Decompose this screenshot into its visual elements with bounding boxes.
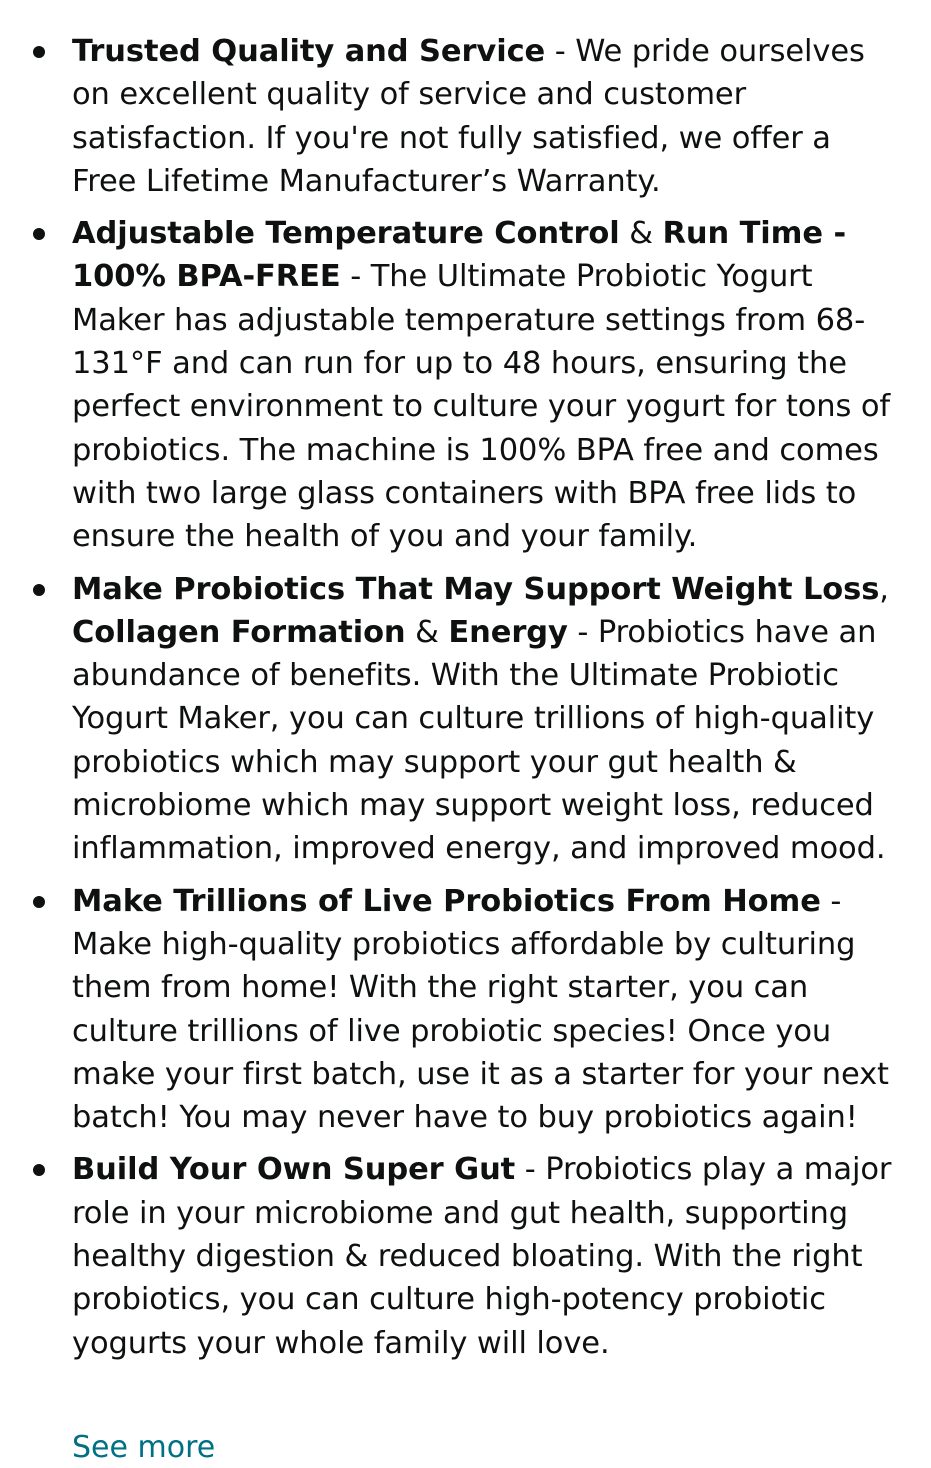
see-more-link[interactable]: See more (72, 1430, 216, 1465)
feature-description: - Probiotics have an abundance of benefits. With the Ultimate Probiotic Yogurt Maker, you can culture trillions of high-quality probiotics which may support your gut health & microbiome which may support weight loss, reduced inflammation, improved energy, and improved mood. (72, 614, 886, 867)
bullet-icon (33, 896, 45, 908)
feature-bullet-super-gut (0, 1148, 931, 1364)
feature-title: Build Your Own Super Gut (72, 1152, 516, 1188)
feature-title-continued: Run Time - 100% BPA-FREE (72, 216, 847, 295)
feature-bullet-weight-loss (0, 568, 931, 871)
bullet-icon (33, 584, 45, 596)
feature-description: - Probiotics play a major role in your microbiome and gut health, supporting healthy digestion & reduced bloating. With the right probiotics, you can culture high-potency probiotic yogurts your whole family will love. (72, 1152, 892, 1361)
feature-title: Make Probiotics That May Support Weight Loss (72, 571, 880, 607)
feature-title: Adjustable Temperature Control (72, 216, 620, 252)
feature-title-continued: Energy (448, 614, 568, 650)
feature-bullet-live-probiotics (0, 880, 931, 1140)
feature-title: Make Trillions of Live Probiotics From Home (72, 883, 821, 919)
feature-description: - Make high-quality probiotics affordable by culturing them from home! With the right starter, you can culture trillions of live probiotic species! Once you make your first batch, use it as a starter for your next batch! You may never have to buy probiotics again! (72, 883, 889, 1136)
feature-title-separator: & (619, 216, 663, 252)
bullet-icon (33, 46, 45, 58)
feature-description: - We pride ourselves on excellent quality of service and customer satisfaction. If you're not fully satisfied, we offer a Free Lifetime Manufacturer’s Warranty. (72, 34, 865, 199)
feature-description: - The Ultimate Probiotic Yogurt Maker has adjustable temperature settings from 68-131°F and can run for up to 48 hours, ensuring the perfect environment to culture your yogurt for tons of probiotics. The machine is 100% BPA free and comes with two large glass containers with BPA free lids to ensure the health of you and your family. (72, 259, 891, 555)
feature-title-continued: Collagen Formation (72, 614, 406, 650)
bullet-icon (33, 1164, 45, 1176)
feature-bullet-temperature-control (0, 212, 931, 558)
feature-title-separator: & (405, 614, 449, 650)
feature-title-separator: , (879, 571, 889, 607)
feature-title: Trusted Quality and Service (72, 34, 546, 69)
product-feature-list (0, 30, 931, 1374)
feature-bullet-trusted-quality (0, 30, 931, 203)
bullet-icon (33, 228, 45, 240)
